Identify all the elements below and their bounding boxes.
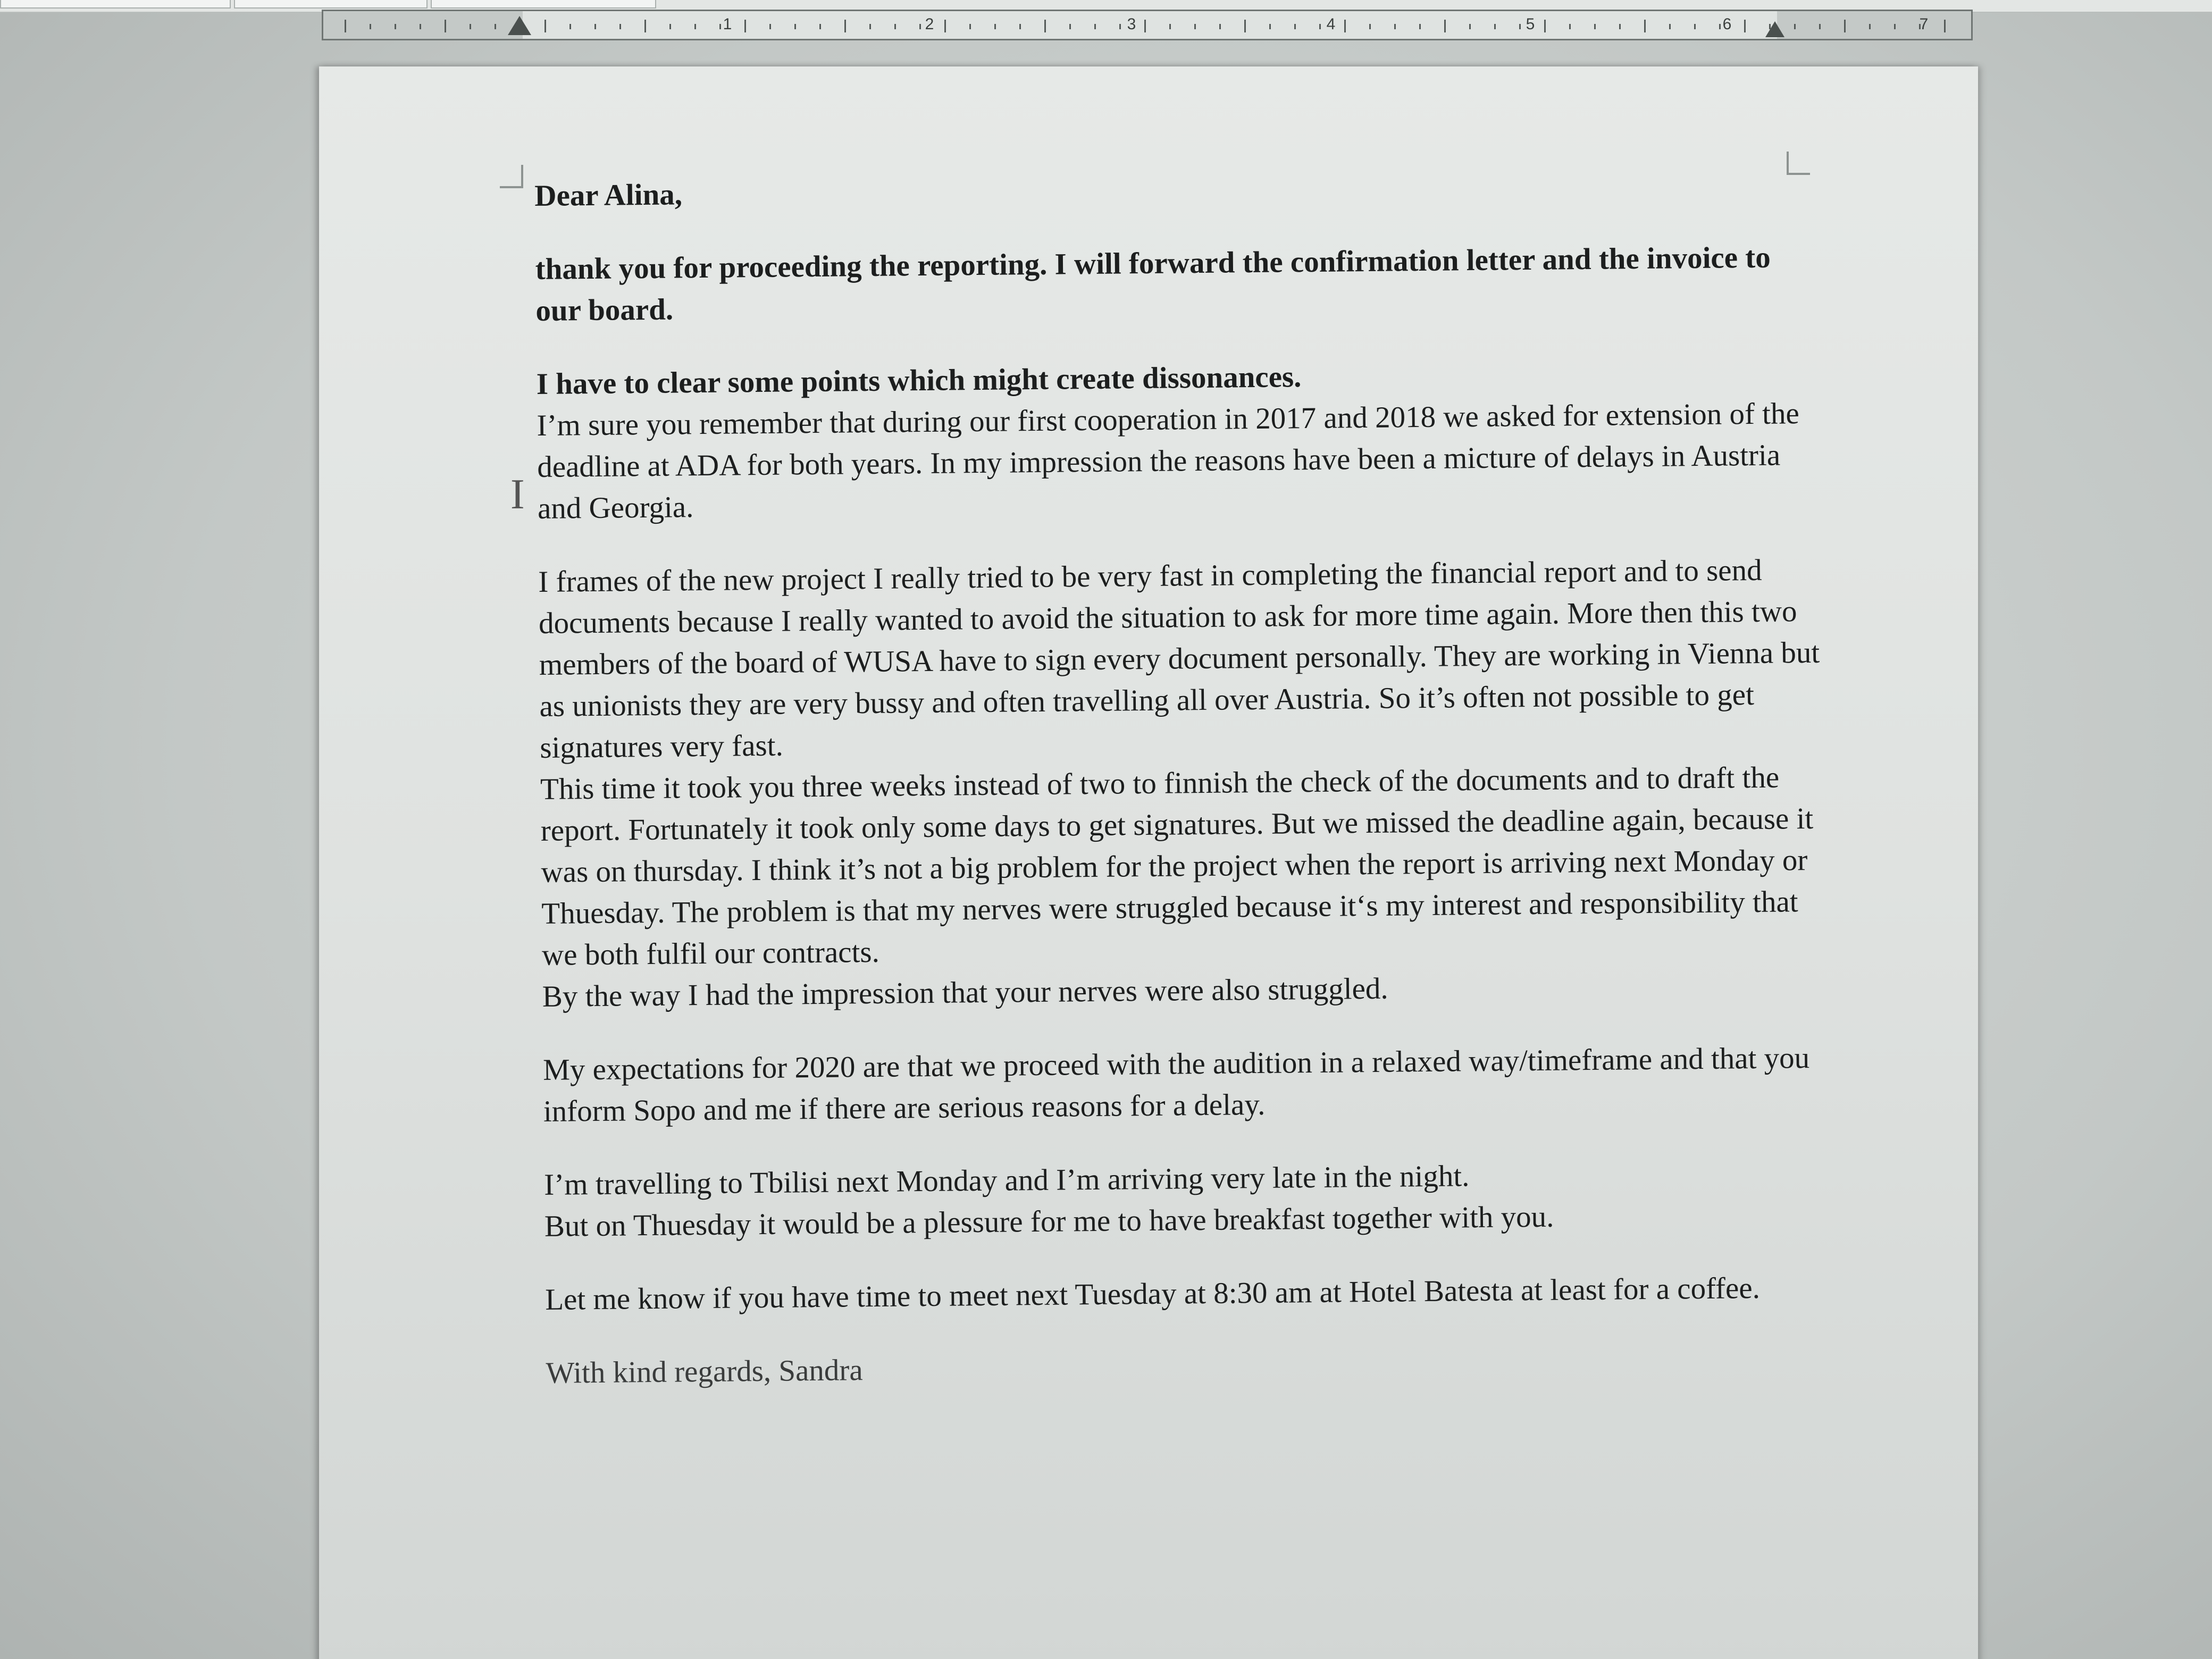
- ruler-tick: [1544, 20, 1546, 32]
- letter-paragraph: I’m travelling to Tbilisi next Monday and I’m arriving very late in the night.: [543, 1159, 1470, 1202]
- ruler-tick: [1869, 24, 1871, 29]
- ruler-tick: [569, 24, 571, 29]
- ruler-tick: [1244, 20, 1246, 32]
- ruler-tick: [1269, 24, 1271, 29]
- ruler-tick: [470, 24, 471, 29]
- letter-paragraph: I frames of the new project I really tried to be very fast in completing the financial report and to send documents because I really wanted to avoid the situation to ask for more time again. More then this two members of the board of WUSA have to sign every document personally. They are working in Vienna but as unionists they are very bussy and often travelling all over Austria. So it’s often not possible to get signatures very fast.: [538, 553, 1820, 765]
- document-page[interactable]: [319, 66, 1978, 1659]
- ruler-tick: [1044, 20, 1046, 32]
- ruler-tick: [420, 24, 421, 29]
- ruler-tick: [1369, 24, 1371, 29]
- ruler-tick: [919, 24, 921, 29]
- ruler-tick: [944, 20, 946, 32]
- ruler-tick: [694, 24, 696, 29]
- ruler-tick: [1819, 24, 1821, 29]
- ruler-tick: [969, 24, 971, 29]
- right-indent-marker-icon[interactable]: [1765, 21, 1784, 37]
- ruler-tick: [1219, 24, 1221, 29]
- ruler-right-margin: [1777, 11, 1971, 39]
- ruler-tick: [1894, 24, 1896, 29]
- left-indent-marker-icon[interactable]: [508, 16, 531, 35]
- letter-paragraph: By the way I had the impression that your nerves were also struggled.: [542, 971, 1388, 1013]
- ruler-tick: [1169, 24, 1171, 29]
- letter-paragraph: thank you for proceeding the reporting. I will forward the confirmation letter and the invoice to our board.: [535, 240, 1771, 328]
- ruler-tick: [1444, 20, 1446, 32]
- crop-mark-icon: [500, 165, 523, 188]
- ruler-tick: [1419, 24, 1421, 29]
- ruler-tick: [1519, 24, 1521, 29]
- ruler-tick: [1019, 24, 1021, 29]
- ruler-tick: [1569, 24, 1571, 29]
- ruler-tick: [370, 24, 371, 29]
- ruler-tick: [1794, 24, 1796, 29]
- ruler-left-margin: [323, 11, 523, 39]
- ruler-tick: [869, 24, 871, 29]
- ruler-tick: [1744, 20, 1746, 32]
- letter-paragraph: But on Thuesday it would be a plessure for me to have breakfast together with you.: [544, 1200, 1554, 1243]
- window-tab[interactable]: [234, 0, 428, 9]
- letter-paragraph: Let me know if you have time to meet next Tuesday at 8:30 am at Hotel Batesta at least for a coffee.: [544, 1271, 1761, 1317]
- ruler-tick: [1194, 24, 1196, 29]
- ruler-number: 7: [1919, 15, 1929, 33]
- window-tab[interactable]: [0, 0, 231, 9]
- letter-greeting: Dear Alina,: [534, 178, 683, 213]
- ruler-tick: [844, 20, 846, 32]
- ruler-tick: [1319, 24, 1321, 29]
- ruler-tick: [1344, 20, 1346, 32]
- ruler-number: 4: [1326, 15, 1336, 33]
- ruler-number: 2: [925, 15, 934, 33]
- ruler-tick: [1844, 20, 1846, 32]
- ruler-tick: [669, 24, 671, 29]
- ruler-tick: [1669, 24, 1671, 29]
- ruler-tick: [1594, 24, 1596, 29]
- letter-closing: With kind regards, Sandra: [546, 1353, 863, 1390]
- ruler-tick: [1094, 24, 1096, 29]
- ruler-tick: [594, 24, 596, 29]
- ruler-tick: [619, 24, 621, 29]
- ruler-tick: [894, 24, 896, 29]
- ruler-number: 6: [1722, 15, 1732, 33]
- letter-paragraph: My expectations for 2020 are that we proceed with the audition in a relaxed way/timeframe and that you inform Sopo and me if there are serious reasons for a delay.: [542, 1041, 1810, 1128]
- ruler-tick: [1944, 20, 1946, 32]
- letter-paragraph: This time it took you three weeks instead of two to finnish the check of the documents and to draft the report. Fortunately it took only some days to get signatures. But we missed the deadline again, because it was on thursday. I think it’s not a big problem for the project when the report is arriving next Monday or Thuesday. The problem is that my nerves were struggled because it‘s my interest and responsibility that we both fulfil our contracts.: [540, 760, 1814, 972]
- ruler-tick: [819, 24, 821, 29]
- text-cursor-icon: I: [510, 471, 525, 518]
- ruler-number: 1: [723, 15, 732, 33]
- ruler-number: 3: [1127, 15, 1136, 33]
- ruler-tick: [1719, 24, 1721, 29]
- ruler-tick: [1144, 20, 1146, 32]
- ruler-tick: [994, 24, 996, 29]
- ruler-tick: [495, 24, 496, 29]
- ruler-tick: [644, 20, 646, 32]
- letter-body[interactable]: [534, 163, 1833, 1426]
- ruler-tick: [1394, 24, 1396, 29]
- ruler-tick: [1469, 24, 1471, 29]
- ruler-number: 5: [1526, 15, 1535, 33]
- ruler-tick: [1119, 24, 1121, 29]
- ruler-tick: [544, 20, 546, 32]
- ruler-tick: [445, 20, 446, 32]
- horizontal-ruler[interactable]: [322, 10, 1973, 40]
- letter-paragraph: I’m sure you remember that during our first cooperation in 2017 and 2018 we asked for extension of the deadline at ADA for both years. In my impression the reasons have been a micture of delays in Austria and Georgia.: [537, 397, 1800, 525]
- ruler-tick: [395, 24, 396, 29]
- window-tab[interactable]: [431, 0, 656, 9]
- ruler-tick: [1619, 24, 1621, 29]
- ruler-tick: [719, 24, 721, 29]
- ruler-tick: [1644, 20, 1646, 32]
- ruler-tick: [794, 24, 796, 29]
- ruler-tick: [769, 24, 771, 29]
- ruler-tick: [1694, 24, 1696, 29]
- letter-paragraph: I have to clear some points which might create dissonances.: [536, 360, 1302, 401]
- ruler-tick: [1069, 24, 1071, 29]
- ruler-tick: [744, 20, 746, 32]
- ruler-tick: [1494, 24, 1496, 29]
- ruler-tick: [345, 20, 346, 32]
- ruler-tick: [1294, 24, 1296, 29]
